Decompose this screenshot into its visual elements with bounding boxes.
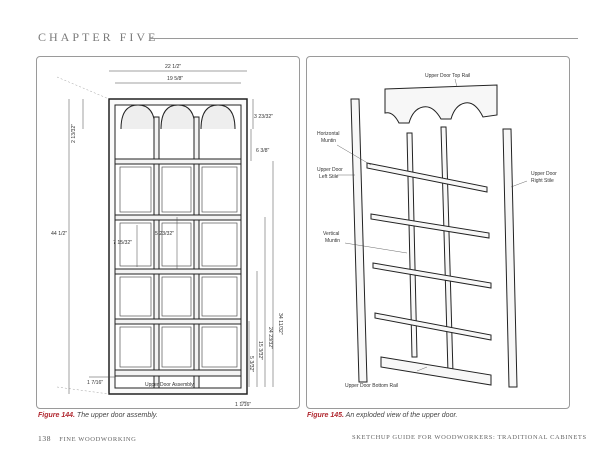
dim-top-rail-right: 3 23/32" <box>254 114 274 120</box>
figure-144-caption <box>38 412 158 419</box>
label-left-stile-2: Left Stile <box>319 174 339 180</box>
figure-145-caption <box>307 412 457 419</box>
dim-inner-width: 19 5/8" <box>167 76 184 82</box>
door-exploded-drawing <box>307 57 569 408</box>
dim-bottom-left: 1 7/16" <box>87 380 104 386</box>
label-vertical-muntin-1: Vertical <box>323 231 340 237</box>
label-right-stile-2: Right Stile <box>531 178 554 184</box>
chapter-title: CHAPTER FIVE <box>38 30 159 44</box>
dim-first-bay: 6 3/8" <box>256 148 270 154</box>
dim-top-left: 2 13/32" <box>71 123 77 143</box>
label-horizontal-muntin-2: Muntin <box>321 138 337 144</box>
figure-144-text: The upper door assembly. <box>76 412 158 419</box>
figure-144-panel <box>36 56 300 409</box>
figure-145-number: Figure 145. <box>307 412 344 419</box>
dim-bottom-right: 1 1/16" <box>235 402 252 408</box>
label-left-stile-1: Upper Door <box>317 167 343 173</box>
label-horizontal-muntin-1: Horizontal <box>317 131 340 137</box>
header-rule <box>150 38 578 39</box>
label-bottom-rail: Upper Door Bottom Rail <box>345 383 399 389</box>
dim-overall-width: 22 1/2" <box>165 64 182 70</box>
label-right-stile-1: Upper Door <box>531 171 557 177</box>
footer-left-title: FINE WOODWORKING <box>59 436 137 443</box>
footer-left <box>38 434 136 443</box>
dim-muntin-left: 7 15/32" <box>113 240 133 246</box>
dim-right-a: 34 11/32" <box>277 313 283 335</box>
dim-muntin-center: 5 23/32" <box>155 231 175 237</box>
label-vertical-muntin-2: Muntin <box>325 238 341 244</box>
dim-right-d: 5 3/32" <box>248 356 254 373</box>
door-assembly-drawing <box>37 57 299 408</box>
figure-145-panel <box>306 56 570 409</box>
label-upper-door-assembly: Upper Door Assembly <box>145 382 194 388</box>
label-top-rail: Upper Door Top Rail <box>425 73 471 79</box>
dim-overall-height: 44 1/2" <box>51 231 68 237</box>
dim-right-c: 15 3/32" <box>257 341 263 361</box>
page-number: 138 <box>38 434 52 443</box>
dim-right-b: 24 23/32" <box>267 327 273 350</box>
figure-144-number: Figure 144. <box>38 412 75 419</box>
figure-145-text: An exploded view of the upper door. <box>345 412 458 419</box>
footer-right-title: SKETCHUP GUIDE FOR WOODWORKERS: TRADITIONAL CABINETS <box>352 434 587 441</box>
